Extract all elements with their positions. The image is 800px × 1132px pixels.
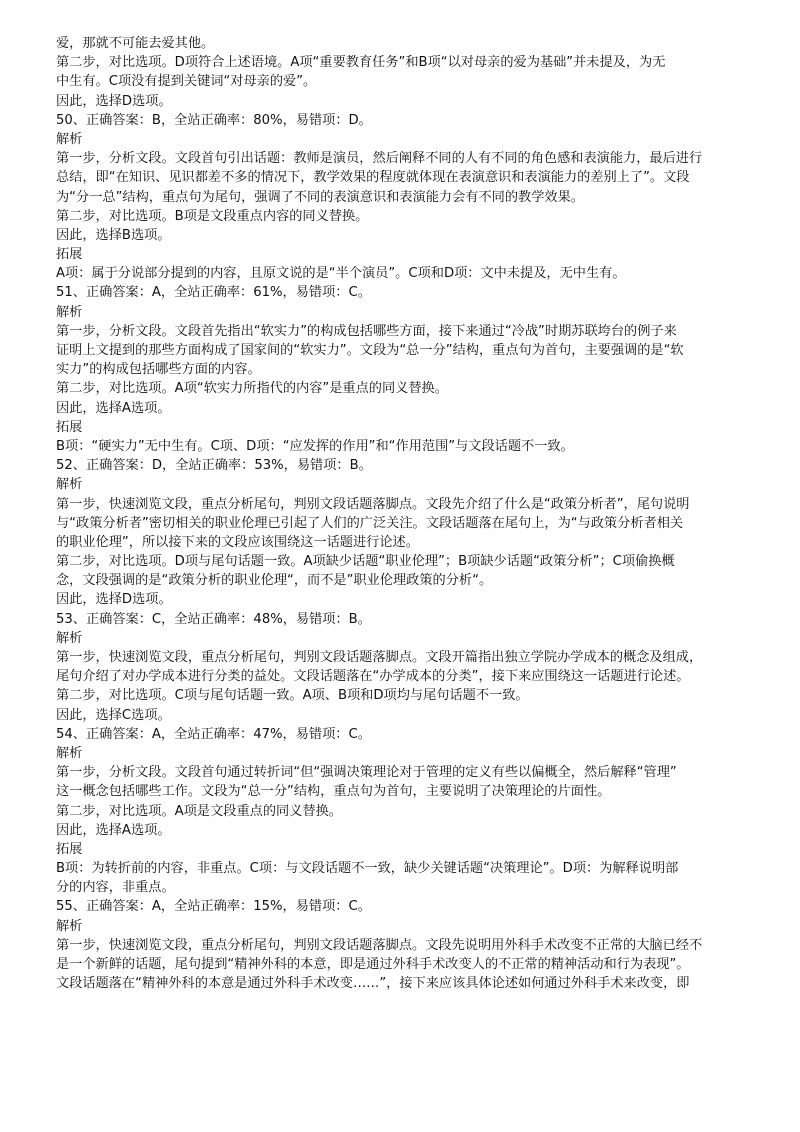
text-line: 解析 [56, 477, 83, 493]
text-line: 拓展 [56, 247, 83, 263]
text-line: 因此，选择C选项。 [56, 707, 171, 723]
text-line: 的职业伦理”，所以接下来的文段应该围绕这一话题进行论述。 [56, 534, 419, 550]
text-line: 第一步，快速浏览文段，重点分析尾句，判别文段话题落脚点。文段开篇指出独立学院办学成本的概念及组成， [56, 650, 703, 665]
text-line: 54、正确答案：A，全站正确率：47%，易错项：C。 [56, 726, 371, 742]
text-line: 50、正确答案：B，全站正确率：80%，易错项：D。 [56, 112, 372, 128]
text-line: 第二步，对比选项。D项符合上述语境。A项“重要教育任务”和B项“以对母亲的爱为基础”并未提及，为无 [56, 55, 666, 71]
text-line: 因此，选择D选项。 [56, 592, 172, 608]
text-line: B项：为转折前的内容，非重点。C项：与文段话题不一致，缺少关键话题“决策理论”。D项：为解释说明部 [56, 861, 679, 877]
text-line: 第一步，快速浏览文段，重点分析尾句，判别文段话题落脚点。文段先介绍了什么是“政策分析者”，尾句说明 [56, 496, 690, 512]
text-line: 尾句介绍了对办学成本进行分类的益处。文段话题落在“办学成本的分类”，接下来应围绕这一话题进行论述。 [56, 669, 690, 685]
text-line: 拓展 [56, 841, 83, 857]
text-line: 因此，选择D选项。 [56, 93, 172, 109]
text-line: 第二步，对比选项。A项是文段重点的同义替换。 [56, 803, 342, 819]
text-line: 第二步，对比选项。D项与尾句话题一致。A项缺少话题“职业伦理”；B项缺少话题“政策分析”；C项偷换概 [56, 554, 675, 570]
text-line: 解析 [56, 630, 83, 646]
text-line: 爱，那就不可能去爱其他。 [56, 36, 215, 51]
text-line: 解析 [56, 918, 83, 934]
text-line: 与“政策分析者”密切相关的职业伦理已引起了人们的广泛关注。文段话题落在尾句上，为“与政策分析者相关 [56, 515, 684, 531]
text-line: 因此，选择B选项。 [56, 227, 171, 243]
text-line: 分的内容，非重点。 [56, 880, 175, 896]
text-line: 这一概念包括哪些工作。文段为“总一分”结构，重点句为首句，主要说明了决策理论的片面性。 [56, 784, 611, 800]
text-line: 文段话题落在“精神外科的本意是通过外科手术改变……”，接下来应该具体论述如何通过外科手术来改变，即 [56, 976, 690, 992]
text-line: 解析 [56, 304, 83, 320]
text-line: 实力”的构成包括哪些方面的内容。 [56, 362, 261, 378]
text-line: B项：“硬实力”无中生有。C项、D项：“应发挥的作用”和“作用范围”与文段话题不一致。 [56, 438, 574, 454]
text-line: 第二步，对比选项。B项是文段重点内容的同义替换。 [56, 208, 369, 224]
text-line: 是一个新鲜的话题，尾句提到“精神外科的本意，即是通过外科手术改变人的不正常的精神活动和行为表现”。 [56, 957, 690, 972]
text-line: 第一步，分析文段。文段首句通过转折词“但“强调决策理论对于管理的定义有些以偏概全，然后解释“管理” [56, 765, 677, 781]
text-line: 为“分一总”结构，重点句为尾句，强调了不同的表演意识和表演能力会有不同的教学效果。 [56, 189, 584, 205]
text-line: 第二步，对比选项。A项“软实力所指代的内容”是重点的同义替换。 [56, 381, 448, 397]
text-line: 总结，即“在知识、见识都差不多的情况下，教学效果的程度就体现在表演意识和表演能力的差别上了”。文段 [56, 170, 690, 186]
text-line: 中生有。C项没有提到关键词“对母亲的爱”。 [56, 74, 317, 90]
text-line: 念，文段强调的是“政策分析的职业伦理“，而不是”职业伦理政策的分析“。 [56, 573, 493, 589]
text-line: 52、正确答案：D，全站正确率：53%，易错项：B。 [56, 458, 372, 474]
text-line: 第一步，快速浏览文段，重点分析尾句，判别文段话题落脚点。文段先说明用外科手术改变不正常的大脑已经不 [56, 937, 703, 953]
text-line: 解析 [56, 131, 83, 147]
text-line: 第一步，分析文段。文段首句引出话题：教师是演员，然后阐释不同的人有不同的角色感和表演能力，最后进行 [56, 151, 703, 167]
text-line: 第二步，对比选项。C项与尾句话题一致。A项、B项和D项均与尾句话题不一致。 [56, 688, 529, 704]
text-line: A项：属于分说部分提到的内容，且原文说的是“半个演员”。C项和D项：文中未提及，无中生有。 [56, 266, 626, 282]
text-line: 55、正确答案：A，全站正确率：15%，易错项：C。 [56, 899, 371, 915]
text-line: 拓展 [56, 419, 83, 435]
text-line: 51、正确答案：A，全站正确率：61%，易错项：C。 [56, 285, 371, 301]
text-line: 第一步，分析文段。文段首先指出“软实力”的构成包括哪些方面，接下来通过“冷战”时期苏联垮台的例子来 [56, 323, 677, 339]
text-line: 证明上文提到的那些方面构成了国家间的“软实力”。文段为“总一分”结构，重点句为首句，主要强调的是“软 [56, 343, 684, 358]
text-line: 53、正确答案：C，全站正确率：48%，易错项：B。 [56, 611, 371, 627]
text-line: 解析 [56, 745, 83, 761]
text-line: 因此，选择A选项。 [56, 400, 171, 416]
text-line: 因此，选择A选项。 [56, 822, 171, 838]
